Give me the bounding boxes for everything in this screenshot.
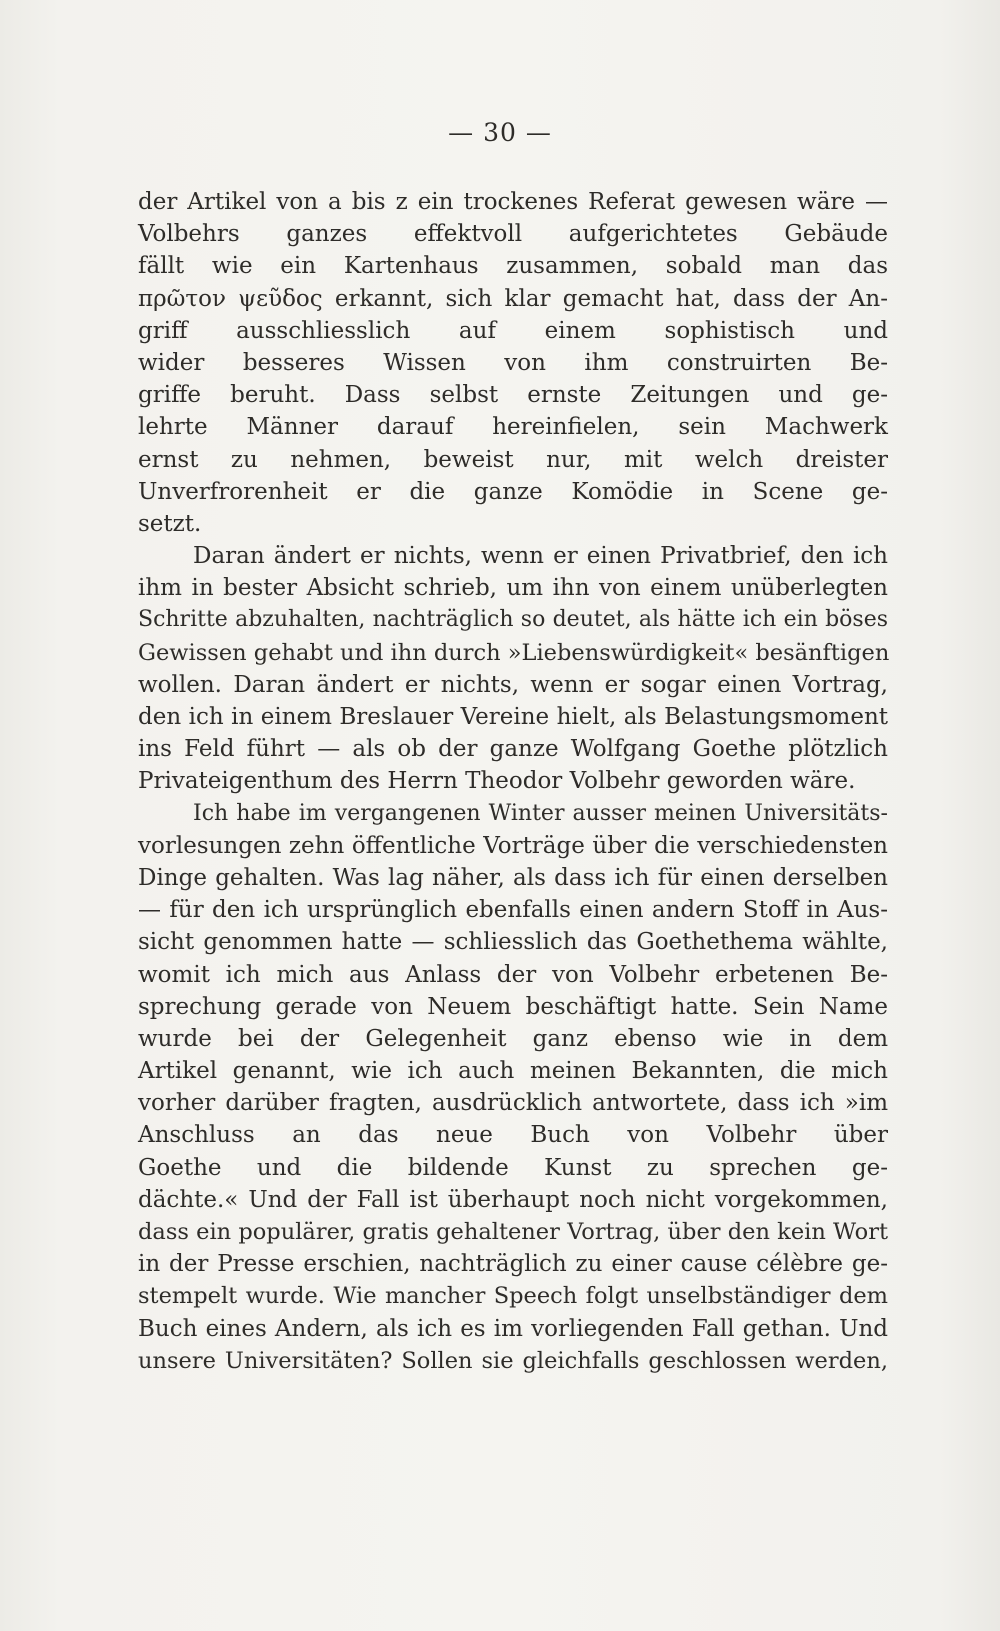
text-line: Anschluss an das neue Buch von Volbehr über <box>138 1122 888 1149</box>
text-line: setzt. <box>138 510 202 537</box>
text-line: Privateigenthum des Herrn Theodor Volbehr geworden wäre. <box>138 768 856 795</box>
text-line: Artikel genannt, wie ich auch meinen Bekannten, die mich <box>138 1058 888 1085</box>
text-line: dächte.« Und der Fall ist überhaupt noch nicht vorgekommen, <box>138 1186 888 1213</box>
text-line: Buch eines Andern, als ich es im vorliegenden Fall gethan. Und <box>138 1315 888 1342</box>
body-text <box>138 186 888 1377</box>
text-line: lehrte Männer darauf hereinfielen, sein Machwerk <box>138 414 888 441</box>
text-line: — für den ich ursprünglich ebenfalls einen andern Stoff in Aus- <box>138 897 888 924</box>
text-line: in der Presse erschien, nachträglich zu einer cause célèbre ge- <box>138 1251 888 1278</box>
text-line: vorlesungen zehn öffentliche Vorträge über die verschiedensten <box>138 832 888 859</box>
text-line: Daran ändert er nichts, wenn er einen Privatbrief, den ich <box>193 543 888 570</box>
text-line: wollen. Daran ändert er nichts, wenn er sogar einen Vortrag, <box>138 671 888 698</box>
text-line: wider besseres Wissen von ihm construirten Be- <box>138 349 888 376</box>
text-line: fällt wie ein Kartenhaus zusammen, sobald man das <box>138 253 888 280</box>
text-line: dass ein populärer, gratis gehaltener Vortrag, über den kein Wort <box>138 1219 888 1245</box>
text-line: ins Feld führt — als ob der ganze Wolfgang Goethe plötzlich <box>138 736 888 763</box>
text-line: Unverfrorenheit er die ganze Komödie in Scene ge- <box>138 478 888 505</box>
text-line: Dinge gehalten. Was lag näher, als dass ich für einen derselben <box>138 864 888 891</box>
page-number: — 30 — <box>448 118 552 147</box>
text-line: Ich habe im vergangenen Winter ausser meinen Universitäts- <box>193 800 888 826</box>
text-line: stempelt wurde. Wie mancher Speech folgt unselbständiger dem <box>138 1283 888 1310</box>
text-line: ihm in bester Absicht schrieb, um ihn von einem unüberlegten <box>138 575 888 602</box>
text-line: sicht genommen hatte — schliesslich das Goethethema wählte, <box>138 929 888 956</box>
text-line: Gewissen gehabt und ihn durch »Liebenswürdigkeit« besänftigen <box>138 639 890 666</box>
text-line: Volbehrs ganzes effektvoll aufgerichtetes Gebäude <box>138 221 888 248</box>
text-line: griffe beruht. Dass selbst ernste Zeitungen und ge- <box>138 382 888 409</box>
text-line: den ich in einem Breslauer Vereine hielt, als Belastungsmoment <box>138 704 888 730</box>
text-line: Schritte abzuhalten, nachträglich so deutet, als hätte ich ein böses <box>138 607 888 633</box>
text-line: griff ausschliesslich auf einem sophistisch und <box>138 317 888 344</box>
text-line: unsere Universitäten? Sollen sie gleichfalls geschlossen werden, <box>138 1347 888 1374</box>
text-line: πρῶτον ψεῦδος erkannt, sich klar gemacht hat, dass der An- <box>138 285 888 312</box>
text-line: womit ich mich aus Anlass der von Volbehr erbetenen Be- <box>138 961 888 988</box>
text-line: ernst zu nehmen, beweist nur, mit welch dreister <box>138 446 888 473</box>
text-line: vorher darüber fragten, ausdrücklich antwortete, dass ich »im <box>138 1090 888 1117</box>
text-line: wurde bei der Gelegenheit ganz ebenso wie in dem <box>138 1025 888 1052</box>
text-line: sprechung gerade von Neuem beschäftigt hatte. Sein Name <box>138 993 888 1020</box>
text-line: Goethe und die bildende Kunst zu sprechen ge- <box>138 1154 888 1181</box>
text-line: der Artikel von a bis z ein trockenes Referat gewesen wäre — <box>138 189 888 215</box>
